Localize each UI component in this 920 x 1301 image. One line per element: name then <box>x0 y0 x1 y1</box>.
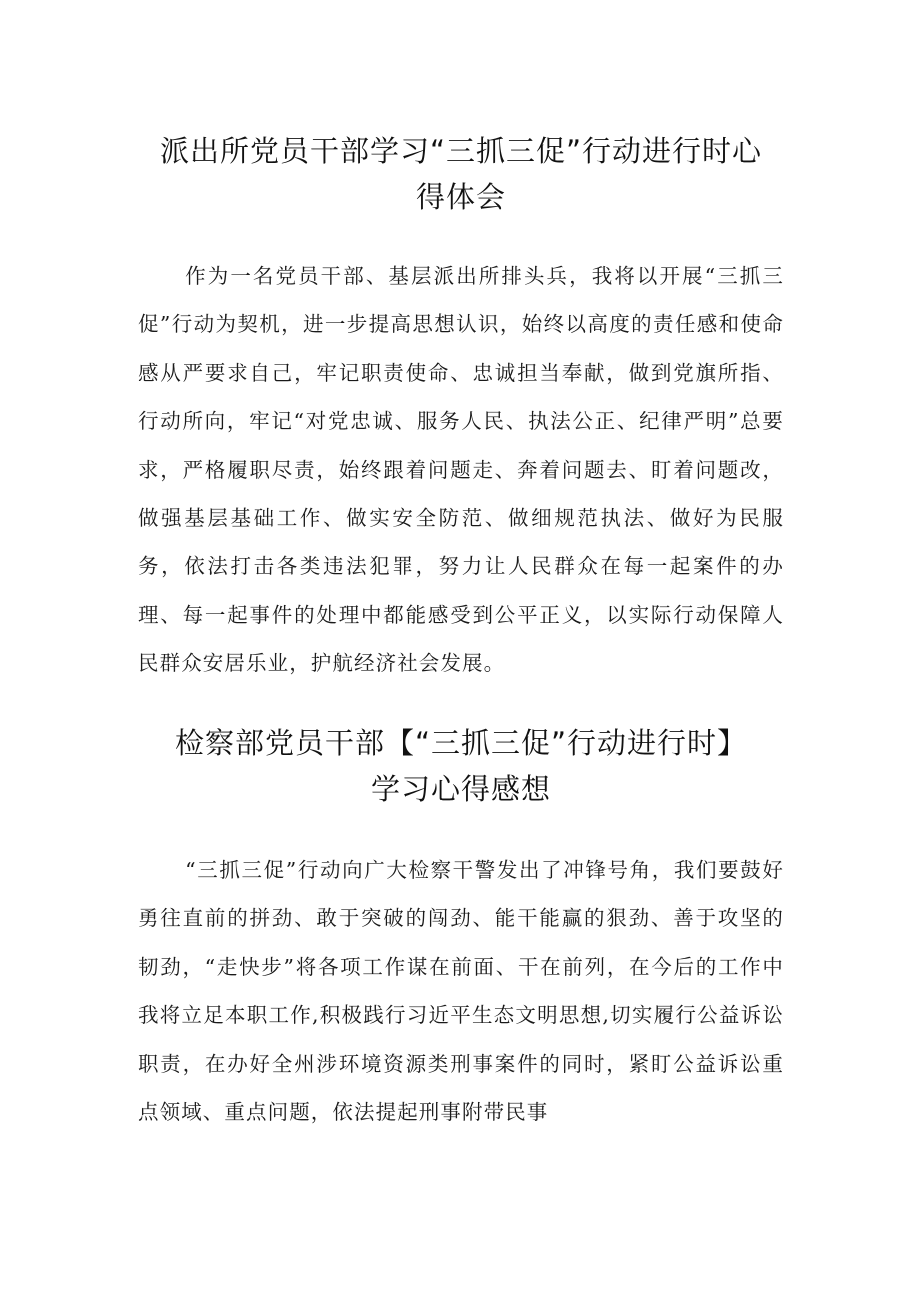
article-title-2 <box>138 720 784 812</box>
article-section-2 <box>138 720 784 1136</box>
article-title-1-line-2: 得体会 <box>415 180 506 214</box>
article-title-1 <box>138 128 784 220</box>
article-title-1-line-1: 派出所党员干部学习“三抓三促”行动进行时心 <box>159 134 763 168</box>
article-title-2-line-2: 学习心得感想 <box>370 772 551 806</box>
article-title-2-line-1: 检察部党员干部【“三抓三促”行动进行时】 <box>174 726 748 760</box>
article-section-1 <box>138 128 784 688</box>
article-body-2: “三抓三促”行动向广大检察干警发出了冲锋号角，我们要鼓好勇往直前的拼劲、敢于突破的闯劲、能干能赢的狠劲、善于攻坚的韧劲，“走快步”将各项工作谋在前面、干在前列，在今后的工作中我将立足本职工作,积极践行习近平生态文明思想,切实履行公益诉讼职责，在办好全州涉环境资源类刑事案件的同时，紧盯公益诉讼重点领域、重点问题，依法提起刑事附带民事 <box>138 858 784 1125</box>
article-body-1: 作为一名党员干部、基层派出所排头兵，我将以开展“三抓三促”行动为契机，进一步提高思想认识，始终以高度的责任感和使命感从严要求自己，牢记职责使命、忠诚担当奉献，做到党旗所指、行动所向，牢记“对党忠诚、服务人民、执法公正、纪律严明”总要求，严格履职尽责，始终跟着问题走、奔着问题去、盯着问题改，做强基层基础工作、做实安全防范、做细规范执法、做好为民服务，依法打击各类违法犯罪，努力让人民群众在每一起案件的办理、每一起事件的处理中都能感受到公平正义，以实际行动保障人民群众安居乐业，护航经济社会发展。 <box>138 264 784 676</box>
